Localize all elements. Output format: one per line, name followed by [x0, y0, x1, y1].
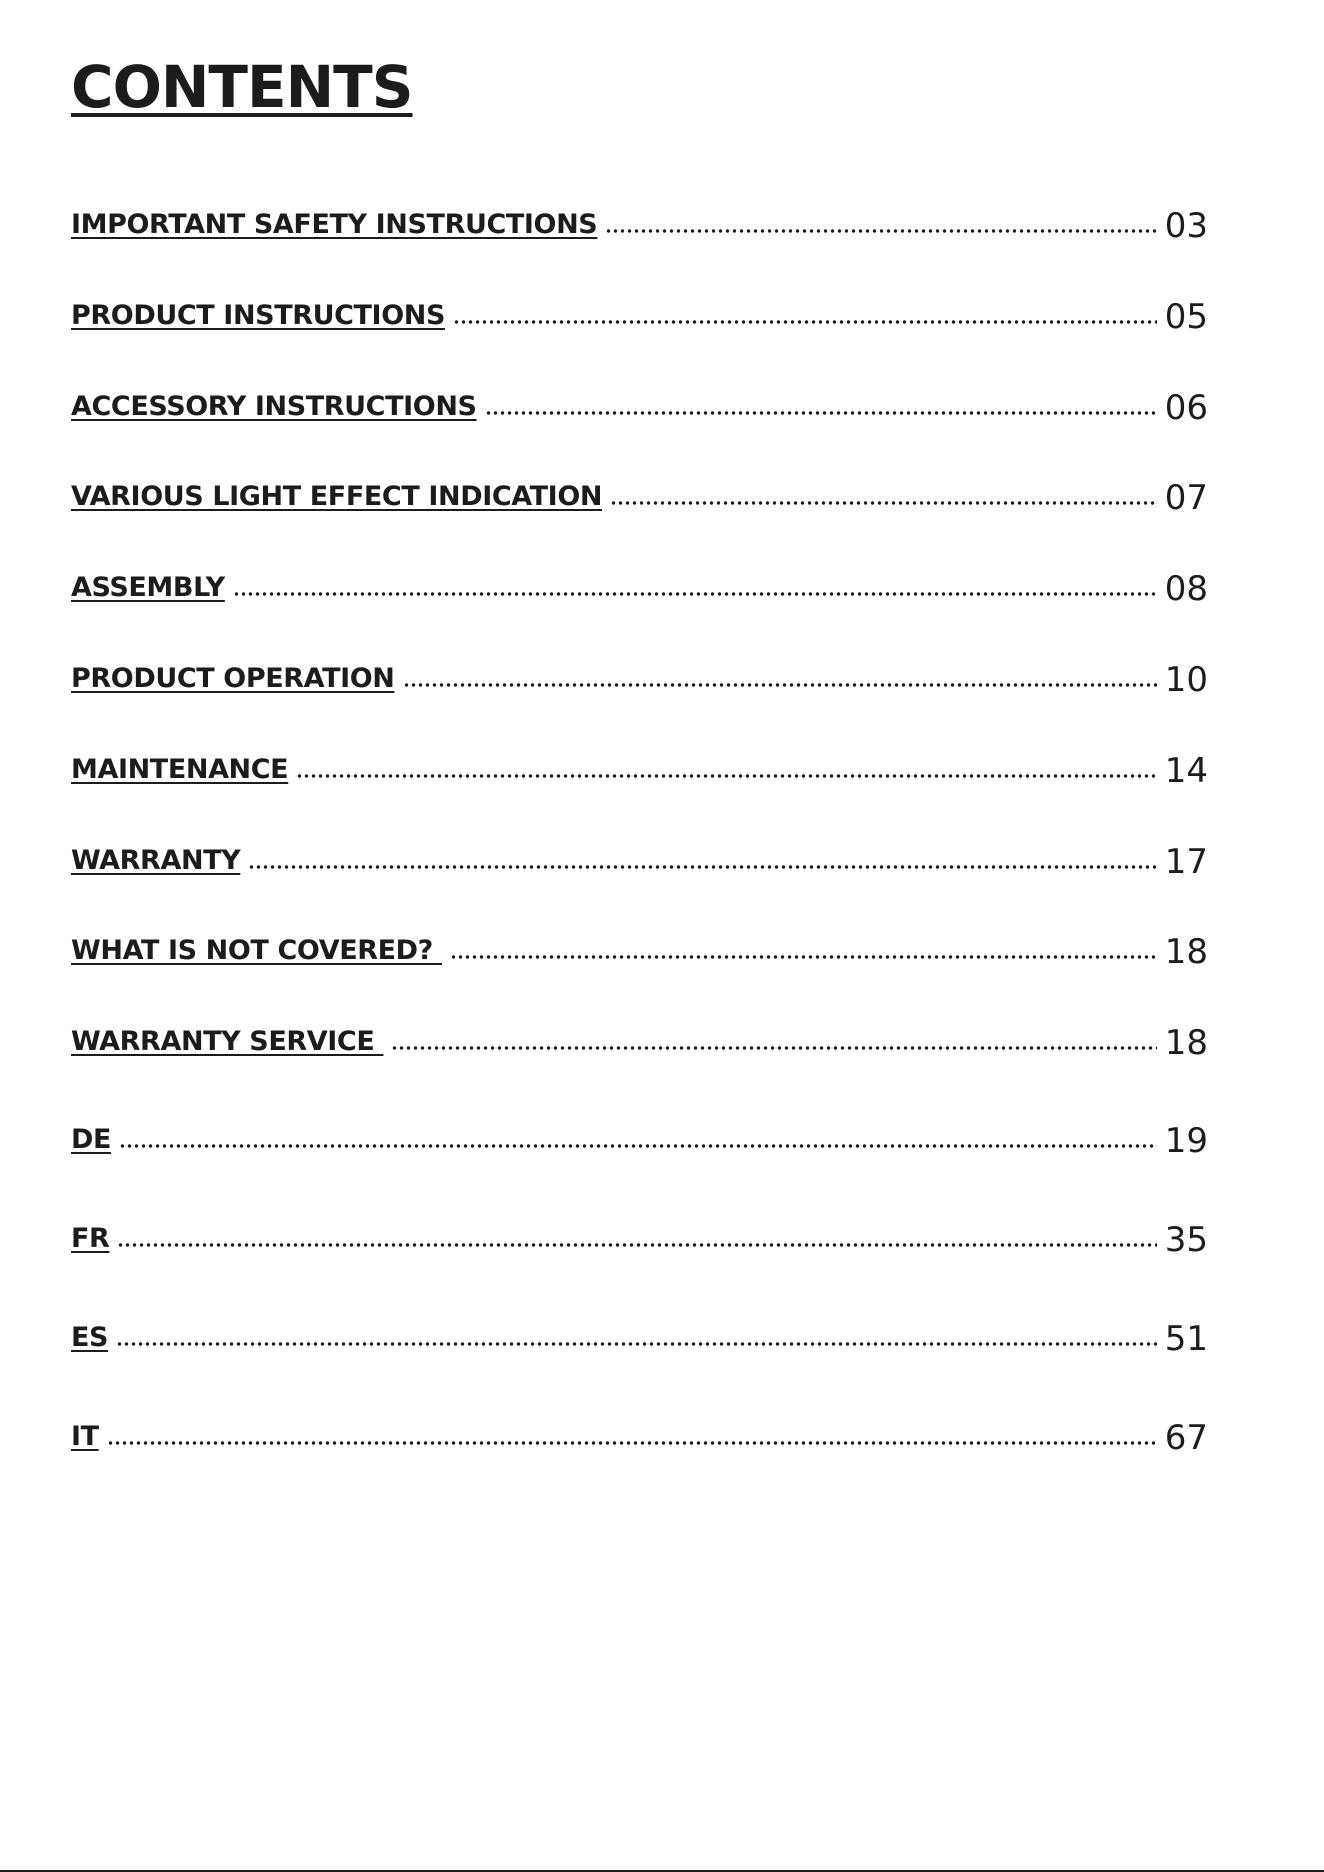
toc-entry[interactable]: [71, 1212, 1208, 1262]
dot-leader: [117, 1243, 1156, 1247]
toc-entry-label[interactable]: MAINTENANCE: [71, 754, 289, 785]
toc-page-number: 17: [1164, 842, 1208, 882]
toc-entry[interactable]: [71, 1311, 1208, 1361]
toc-entry-label[interactable]: ES: [71, 1322, 109, 1353]
toc-entry[interactable]: [71, 834, 1208, 884]
toc-entry[interactable]: [71, 470, 1208, 520]
toc-entry-label[interactable]: ASSEMBLY: [71, 572, 225, 603]
toc-entry[interactable]: [71, 743, 1208, 793]
toc-page-number: 14: [1164, 751, 1208, 791]
dot-leader: [453, 320, 1157, 324]
toc-entry[interactable]: [71, 380, 1208, 430]
toc-page-number: 51: [1164, 1319, 1208, 1359]
toc-entry-label[interactable]: WARRANTY: [71, 845, 241, 876]
toc-entry[interactable]: [71, 652, 1208, 702]
dot-leader: [116, 1342, 1157, 1346]
toc-entry-label[interactable]: WARRANTY SERVICE: [71, 1026, 384, 1057]
toc-entry[interactable]: [71, 1410, 1208, 1460]
toc-entry-label[interactable]: IMPORTANT SAFETY INSTRUCTIONS: [71, 209, 598, 240]
dot-leader: [248, 865, 1156, 869]
toc-entry-label[interactable]: ACCESSORY INSTRUCTIONS: [71, 391, 477, 422]
toc-entry-label[interactable]: PRODUCT OPERATION: [71, 663, 395, 694]
dot-leader: [296, 774, 1157, 778]
toc-entry[interactable]: [71, 1015, 1208, 1065]
dot-leader: [610, 501, 1157, 505]
toc-page-number: 67: [1164, 1418, 1208, 1458]
toc-entry-label[interactable]: VARIOUS LIGHT EFFECT INDICATION: [71, 481, 603, 512]
toc-entry-label[interactable]: FR: [71, 1223, 110, 1254]
toc-entry-label[interactable]: PRODUCT INSTRUCTIONS: [71, 300, 445, 331]
toc-page-number: 03: [1164, 206, 1208, 246]
toc-page-number: 07: [1164, 478, 1208, 518]
toc-entry[interactable]: [71, 289, 1208, 339]
toc-page-number: 05: [1164, 297, 1208, 337]
dot-leader: [485, 411, 1157, 415]
dot-leader: [233, 592, 1157, 596]
toc-entry-label[interactable]: DE: [71, 1124, 112, 1155]
dot-leader: [450, 955, 1157, 959]
toc-entry[interactable]: [71, 1113, 1208, 1163]
toc-page-number: 35: [1164, 1220, 1208, 1260]
toc-page-number: 19: [1164, 1121, 1208, 1161]
toc-entry[interactable]: [71, 561, 1208, 611]
dot-leader: [119, 1144, 1157, 1148]
toc-page-number: 18: [1164, 932, 1208, 972]
dot-leader: [391, 1046, 1156, 1050]
page-title: CONTENTS: [71, 53, 413, 121]
dot-leader: [605, 229, 1156, 233]
dot-leader: [403, 683, 1157, 687]
toc-page-number: 10: [1164, 660, 1208, 700]
toc-entry[interactable]: [71, 924, 1208, 974]
toc-entry[interactable]: [71, 198, 1208, 248]
toc-page-number: 08: [1164, 569, 1208, 609]
toc-page-number: 06: [1164, 388, 1208, 428]
toc-page-number: 18: [1164, 1023, 1208, 1063]
dot-leader: [107, 1441, 1157, 1445]
toc-entry-label[interactable]: WHAT IS NOT COVERED?: [71, 935, 442, 966]
toc-entry-label[interactable]: IT: [71, 1421, 99, 1452]
